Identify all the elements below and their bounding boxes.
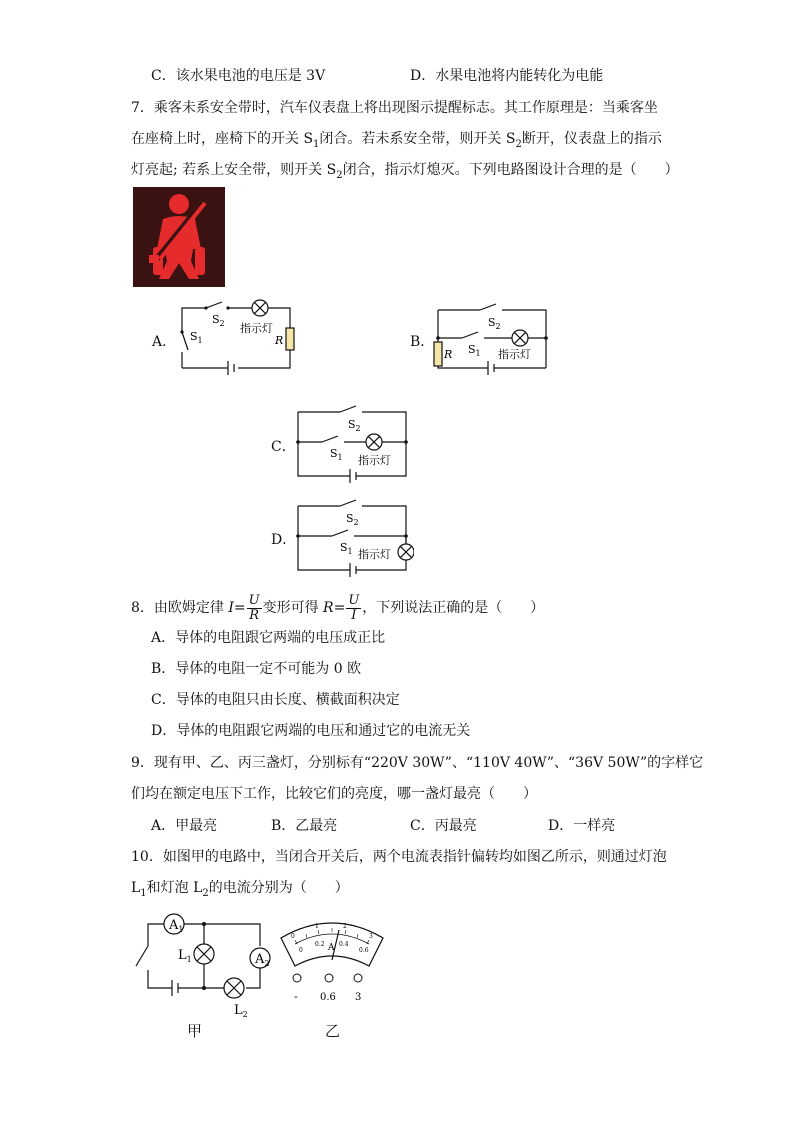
q9-option-b: B．乙最亮 xyxy=(271,818,338,834)
svg-text:R: R xyxy=(444,348,453,361)
svg-text:S2: $S_2$ xyxy=(348,418,361,433)
q10-text: 的电流分别为（ ） xyxy=(208,880,349,896)
q10-text: L xyxy=(131,880,141,896)
svg-text:A: A xyxy=(328,943,335,953)
svg-text:0.6: 0.6 xyxy=(320,992,336,1003)
q8-text: 变形可得 xyxy=(262,600,324,616)
svg-text:3: 3 xyxy=(355,992,362,1003)
svg-text:0.2: 0.2 xyxy=(315,941,325,948)
svg-text:指示灯: 指示灯 xyxy=(358,548,391,561)
svg-text:0: 0 xyxy=(299,947,303,954)
svg-text:S2: $S_2$ xyxy=(212,313,225,328)
svg-text:指示灯: 指示灯 xyxy=(498,348,531,361)
q8-option-c: C．导体的电阻只由长度、横截面积决定 xyxy=(151,692,400,708)
q7-option-c-label: C． xyxy=(271,439,296,455)
battery xyxy=(228,361,234,375)
svg-text:A2: $A_2$ xyxy=(255,952,270,968)
q9-stem-line1: 9．现有甲、乙、丙三盏灯，分别标有“220V 30W”、“110V 40W”、“36V 50W”的字样它 xyxy=(131,755,704,771)
q10-figure-yi-caption: 乙 xyxy=(325,1022,341,1040)
svg-text:S1: $S_1$ xyxy=(330,447,343,462)
switch-s1 xyxy=(182,332,188,350)
q7-circuit-d xyxy=(292,498,414,586)
q7-stem-line2 xyxy=(131,129,662,151)
q9-option-c: C．丙最亮 xyxy=(410,818,477,834)
q10-text: 和灯泡 L xyxy=(146,880,203,896)
q8-var: R xyxy=(323,600,334,616)
svg-text:S1: $S_1$ xyxy=(468,343,481,358)
svg-text:S1: $S_1$ xyxy=(190,330,203,345)
q8-fraction-u-over-i: $\frac{U}{I}$ xyxy=(348,592,360,623)
q8-eq: = xyxy=(233,600,246,616)
svg-text:R: R xyxy=(275,334,284,347)
q8-text: 8．由欧姆定律 xyxy=(131,600,229,616)
q7-sub: 2 xyxy=(336,170,343,181)
svg-text:1: 1 xyxy=(315,923,319,930)
q10-stem-line2 xyxy=(131,878,349,900)
q7-text: 在座椅上时，座椅下的开关 S xyxy=(131,131,314,147)
q7-text: 闭合。若未系安全带，则开关 S xyxy=(319,131,516,147)
q7-sub: 2 xyxy=(515,139,522,150)
q9-option-a: A．甲最亮 xyxy=(151,818,218,834)
q8-text: ，下列说法正确的是（ ） xyxy=(362,600,545,616)
q9-stem-line2: 们均在额定电压下工作，比较它们的亮度，哪一盏灯最亮（ ） xyxy=(131,786,537,802)
q10-sub: 1 xyxy=(140,888,147,899)
q7-option-d-label: D． xyxy=(271,532,297,548)
svg-text:指示灯: 指示灯 xyxy=(358,454,391,467)
q6-option-d: D．水果电池将内能转化为电能 xyxy=(410,68,604,84)
resistor-r xyxy=(286,328,294,350)
q7-text: 断开，仪表盘上的指示 xyxy=(521,131,662,147)
q8-eq: = xyxy=(333,600,346,616)
svg-text:3: 3 xyxy=(369,933,373,940)
q10-sub: 2 xyxy=(202,888,209,899)
svg-text:A1: $A_1$ xyxy=(169,918,184,934)
svg-text:-: - xyxy=(294,990,298,1003)
q7-option-b-label: B． xyxy=(410,334,435,350)
q9-option-d: D．一样亮 xyxy=(548,818,616,834)
q7-circuit-c xyxy=(292,404,414,492)
svg-text:S2: $S_2$ xyxy=(346,512,359,527)
terminal-0.6 xyxy=(325,974,333,982)
q7-circuit-a xyxy=(170,296,305,382)
q7-stem-line1: 7．乘客未系安全带时，汽车仪表盘上将出现图示提醒标志。其工作原理是：当乘客坐 xyxy=(131,100,658,116)
q10-stem-line1: 10．如图甲的电路中，当闭合开关后，两个电流表指针偏转均如图乙所示，则通过灯泡 xyxy=(131,849,667,865)
q10-figure-jia-caption: 甲 xyxy=(187,1022,203,1040)
q8-stem xyxy=(131,592,544,624)
svg-text:2: 2 xyxy=(343,923,347,930)
q7-text: 闭合，指示灯熄灭。下列电路图设计合理的是（ ） xyxy=(342,162,679,178)
q6-option-c: C．该水果电池的电压是 3V xyxy=(151,68,326,84)
seatbelt-warning-icon xyxy=(133,187,225,287)
svg-text:L2: $L_2$ xyxy=(234,1003,248,1019)
q7-circuit-b xyxy=(430,296,555,384)
q8-option-a: A．导体的电阻跟它两端的电压成正比 xyxy=(151,630,386,646)
q8-var: I xyxy=(228,600,234,616)
svg-text:指示灯: 指示灯 xyxy=(240,322,273,335)
q7-sub: 1 xyxy=(313,139,320,150)
terminal-minus xyxy=(293,974,301,982)
q7-option-a-label: A． xyxy=(152,334,177,350)
q8-option-b: B．导体的电阻一定不可能为 0 欧 xyxy=(151,661,362,677)
svg-text:S2: $S_2$ xyxy=(488,316,501,331)
q10-circuit-jia xyxy=(128,908,278,1023)
q8-option-d: D．导体的电阻跟它两端的电压和通过它的电流无关 xyxy=(151,723,471,739)
q7-stem-line3 xyxy=(131,160,679,182)
svg-text:0.6: 0.6 xyxy=(359,947,369,954)
svg-text:L1: $L_1$ xyxy=(178,948,192,964)
switch-s2 xyxy=(206,302,222,308)
q7-text: 灯亮起; 若系上安全带，则开关 S xyxy=(131,162,337,178)
svg-text:S1: $S_1$ xyxy=(340,541,353,556)
terminal-3 xyxy=(354,974,362,982)
q8-fraction-u-over-r: $\frac{U}{R}$ xyxy=(248,592,260,623)
q10-ammeter-yi xyxy=(277,914,387,1006)
svg-text:0.4: 0.4 xyxy=(339,941,349,948)
svg-text:0: 0 xyxy=(291,933,295,940)
